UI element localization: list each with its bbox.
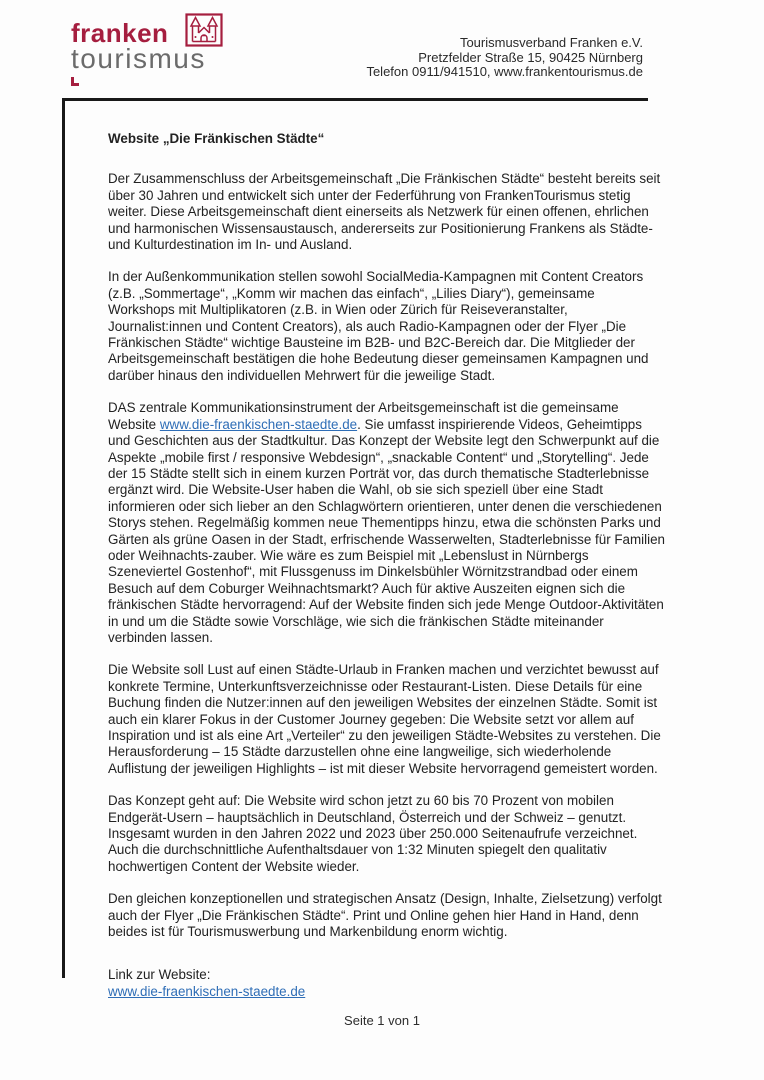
sender-org: Tourismusverband Franken e.V. <box>459 35 643 50</box>
document-title: Website „Die Fränkischen Städte“ <box>108 131 325 146</box>
paragraph-aussenkommunikation: In der Außenkommunikation stellen sowohl SocialMedia-Kampagnen mit Content Creators (z.B. „Sommertage“, „Komm wir machen das einfach“, „Lilies Diary“), gemeinsame Workshops mit Multiplikatoren (z.B. in Wien oder Zürich für Reiseveranstalter, Journalist:innen und Content Creators), als auch Radio-Kampagnen oder der Flyer „Die Fränkischen Städte“ wichtige Bausteine im B2B- und B2C-Bereich dar. Die Mitglieder der Arbeitsgemeinschaft bestätigen die hohe Bedeutung dieser gemeinsamen Kampagnen und darüber hinaus den individuellen Mehrwert für die jeweilige Stadt. <box>108 269 649 383</box>
sender-contact: Telefon 0911/941510, www.frankentourismus.de <box>366 64 643 80</box>
page-footer <box>0 1013 764 1028</box>
link-section <box>108 967 665 1000</box>
letter-body <box>108 131 665 1000</box>
link-section-label: Link zur Website: <box>108 967 211 983</box>
paragraph-flyer: Den gleichen konzeptionellen und strategischen Ansatz (Design, Inhalte, Zielsetzung) verfolgt auch der Flyer „Die Fränkischen Städte“. Print und Online gehen hier Hand in Hand, denn beides ist für Tourismuswerbung und Markenbildung enorm wichtig. <box>108 891 662 940</box>
sender-address-block <box>366 36 643 80</box>
paragraph-website-konzept <box>108 400 665 646</box>
logo-word-tourismus: tourismus <box>71 43 206 74</box>
paragraph-website-prefix: DAS zentrale Kommunikationsinstrument der Arbeitsgemeinschaft ist die gemeinsame Website <box>108 400 619 432</box>
website-link-footer[interactable]: www.die-fraenkischen-staedte.de <box>108 983 306 999</box>
paragraph-website-suffix: . Sie umfasst inspirierende Videos, Geheimtipps und Geschichten aus der Stadtkultur. Das Konzept der Website legt den Schwerpunkt auf die Aspekte „mobile first / responsive Webdesign“, „snackable Content“ und „Storytelling“. Jede der 15 Städte stellt sich in einem kurzen Porträt vor, das durch thematische Stadterlebnisse ergänzt wird. Die Website-User haben die Wahl, ob sie sich speziell über eine Stadt informieren oder sich lieber an den Schlagwörtern orientieren, unter denen die verschiedenen Storys stehen. Regelmäßig kommen neue Thementipps hinzu, etwa die schönsten Parks und Gärten als grüne Oasen in der Stadt, erfrischende Wasserwelten, Stadterlebnisse für Familien oder Weihnachts-zauber. Wie wäre es zum Beispiel mit „Lebenslust in Nürnbergs Szeneviertel Gostenhof“, mit Flussgenuss im Dinkelsbühler Wörnitzstrandbad oder einem Besuch auf dem Coburger Weihnachtsmarkt? Auch für aktive Auszeiten eignen sich die fränkischen Städte hervorragend: Auf der Website finden sich jede Menge Outdoor-Aktivitäten in und um die Städte sowie Vorschläge, wie sich die fränkischen Städte miteinander verbinden lassen. <box>108 416 665 645</box>
paragraph-customer-journey: Die Website soll Lust auf einen Städte-Urlaub in Franken machen und verzichtet bewusst auf konkrete Termine, Unterkunftsverzeichnisse oder Restaurant-Listen. Diese Details für eine Buchung finden die Nutzer:innen auf den jeweiligen Websites der einzelnen Städte. Somit ist auch ein klarer Fokus in der Customer Journey gegeben: Die Website setzt vor allem auf Inspiration und ist als eine Art „Verteiler“ zu den jeweiligen Städte-Websites zu verstehen. Die Herausforderung – 15 Städte darzustellen ohne eine langweilige, sich wiederholende Auflistung der jeweiligen Highlights – ist mit dieser Website hervorragend gemeistert worden. <box>108 662 661 776</box>
paragraph-arbeitsgemeinschaft: Der Zusammenschluss der Arbeitsgemeinschaft „Die Fränkischen Städte“ besteht bereits seit über 30 Jahren und entwickelt sich unter der Federführung von FrankenTourismus stetig weiter. Diese Arbeitsgemeinschaft dient einerseits als Netzwerk für einen offenen, ehrlichen und harmonischen Wissensaustausch, andererseits zur Positionierung Frankens als Städte- und Kulturdestination im In- und Ausland. <box>108 171 661 253</box>
page-number: Seite 1 von 1 <box>344 1013 420 1028</box>
paragraph-statistik: Das Konzept geht auf: Die Website wird schon jetzt zu 60 bis 70 Prozent von mobilen Endgerät-Usern – hauptsächlich in Deutschland, Österreich und der Schweiz – genutzt. Insgesamt wurden in den Jahren 2022 und 2023 über 250.000 Seitenaufrufe verzeichnet. Auch die durchschnittliche Aufenthaltsdauer von 1:32 Minuten spiegelt den qualitativ hochwertigen Content der Website wieder. <box>108 793 638 874</box>
sender-street: Pretzfelder Straße 15, 90425 Nürnberg <box>418 49 643 65</box>
logo-word-franken: franken <box>71 18 169 48</box>
website-link-inline[interactable]: www.die-fraenkischen-staedte.de <box>159 416 358 432</box>
logo-corner-mark <box>71 77 79 86</box>
castle-icon <box>185 13 223 52</box>
